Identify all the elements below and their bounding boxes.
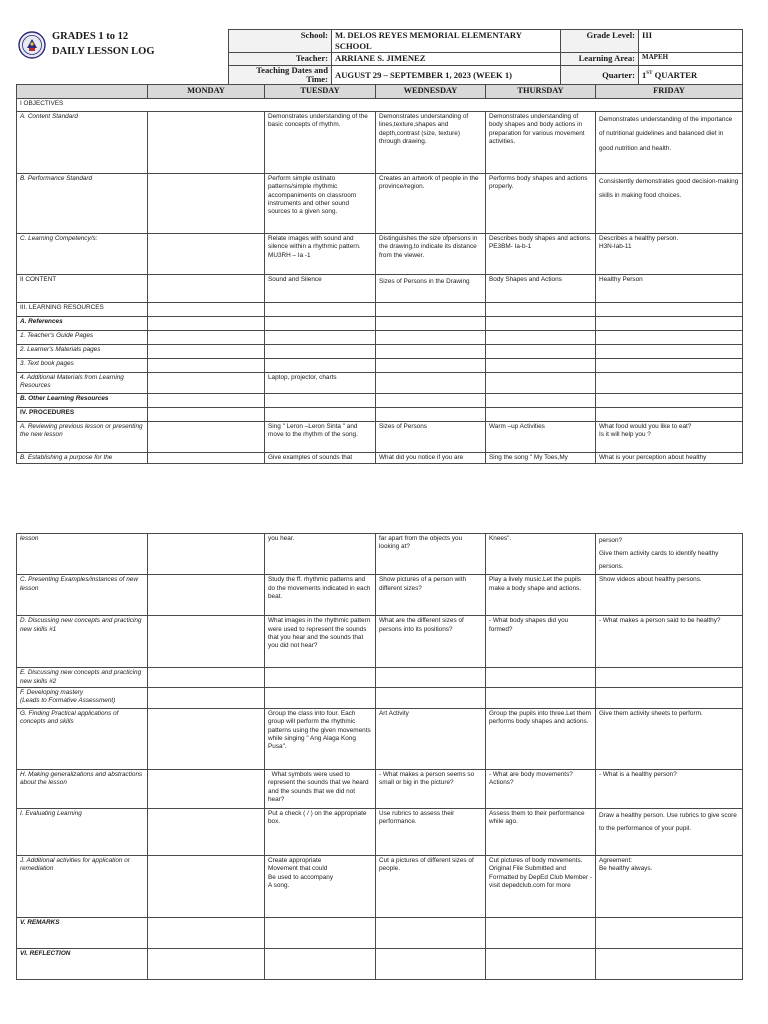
competency-tuesday-text: Relate images with sound and silence within a rhythmic pattern. bbox=[268, 234, 361, 251]
additional-activities-monday bbox=[148, 856, 265, 918]
row-label-teachers-guide: 1. Teacher's Guide Pages bbox=[17, 330, 148, 344]
practical-thursday: Group the pupils into three.Let them performs body shapes and actions. bbox=[486, 709, 596, 770]
teacher-label: Teacher: bbox=[229, 53, 332, 65]
content-friday: Healthy Person bbox=[596, 274, 743, 302]
performance-standard-monday bbox=[148, 173, 265, 233]
lesson-table-page2 bbox=[16, 533, 743, 980]
reviewing-monday bbox=[148, 421, 265, 452]
evaluating-monday bbox=[148, 809, 265, 856]
header-info-table bbox=[228, 29, 743, 87]
school-value: M. DELOS REYES MEMORIAL ELEMENTARY SCHOOL bbox=[332, 30, 561, 53]
row-label-additional-activities: J. Additional activities for application or remediation bbox=[17, 856, 148, 918]
row-label-content-standard: A. Content Standard bbox=[17, 111, 148, 173]
row-label-evaluating: I. Evaluating Learning bbox=[17, 809, 148, 856]
grade-level-value: III bbox=[639, 30, 743, 53]
presenting-wednesday: Show pictures of a person with different sizes? bbox=[376, 575, 486, 616]
evaluating-friday: Draw a healthy person. Use rubrics to give score to the performance of your pupil. bbox=[596, 809, 743, 856]
evaluating-thursday: Assess them to their performance while ago. bbox=[486, 809, 596, 856]
additional-activities-tuesday-line2: Movement that could bbox=[268, 865, 328, 873]
row-label-procedures: IV. PROCEDURES bbox=[17, 407, 148, 421]
reviewing-wednesday: Sizes of Persons bbox=[376, 421, 486, 452]
additional-activities-wednesday: Cut a pictures of different sizes of people. bbox=[376, 856, 486, 918]
quarter-suffix: ST bbox=[646, 71, 653, 77]
quarter-label: Quarter: bbox=[561, 65, 639, 86]
quarter-value bbox=[639, 65, 743, 86]
lesson-table-page1 bbox=[16, 84, 743, 464]
content-wednesday: Sizes of Persons in the Drawing bbox=[376, 274, 486, 302]
additional-activities-friday bbox=[596, 856, 743, 918]
row-label-practical: G. Finding Practical applications of concepts and skills bbox=[17, 709, 148, 770]
form-title-line2: DAILY LESSON LOG bbox=[52, 46, 155, 57]
dates-label bbox=[229, 65, 332, 86]
evaluating-wednesday: Use rubrics to assess their performance. bbox=[376, 809, 486, 856]
dates-value: AUGUST 29 – SEPTEMBER 1, 2023 (WEEK 1) bbox=[332, 65, 561, 86]
additional-activities-tuesday-line1: Create appropriate bbox=[268, 857, 322, 865]
purpose-friday: What is your perception about healthy bbox=[596, 452, 743, 463]
performance-standard-thursday: Performs body shapes and actions properly. bbox=[486, 173, 596, 233]
row-label-discussing-1: D. Discussing new concepts and practicing new skills #1 bbox=[17, 616, 148, 668]
reviewing-thursday: Warm –up Activities bbox=[486, 421, 596, 452]
generalizations-wednesday: - What makes a person seems so small or big in the picture? bbox=[376, 770, 486, 809]
purpose-cont-friday-line1: person? bbox=[599, 537, 623, 544]
content-thursday: Body Shapes and Actions bbox=[486, 274, 596, 302]
practical-wednesday: Art Activity bbox=[376, 709, 486, 770]
discussing-1-tuesday: What images in the rhythmic pattern were used to represent the sounds that you hear and the sounds that you did not hear? bbox=[265, 616, 376, 668]
presenting-thursday: Play a lively music.Let the pupils make a body shape and actions. bbox=[486, 575, 596, 616]
deped-seal-icon bbox=[18, 31, 46, 59]
purpose-thursday: Sing the song " My Toes,My bbox=[486, 452, 596, 463]
practical-friday: Give them activity sheets to perform. bbox=[596, 709, 743, 770]
content-standard-friday: Demonstrates understanding of the importance of nutritional guidelines and balanced diet in good nutrition and health. bbox=[596, 111, 743, 173]
competency-tuesday-code: MU3RH – Ia -1 bbox=[268, 251, 311, 259]
discussing-1-wednesday: What are the different sizes of persons into its positions? bbox=[376, 616, 486, 668]
day-header-tuesday: TUESDAY bbox=[265, 85, 376, 99]
row-label-mastery bbox=[17, 688, 148, 709]
competency-thursday-text: Describes body shapes and actions. bbox=[489, 234, 592, 242]
competency-friday bbox=[596, 233, 743, 274]
mastery-label-line2: (Leads to Formative Assessment) bbox=[20, 697, 116, 705]
presenting-friday: Show videos about healthy persons. bbox=[596, 575, 743, 616]
content-tuesday: Sound and Silence bbox=[265, 274, 376, 302]
row-label-textbook: 3. Text book pages bbox=[17, 358, 148, 372]
additional-activities-friday-line2: Be healthy always. bbox=[599, 865, 653, 873]
competency-tuesday bbox=[265, 233, 376, 274]
purpose-cont-monday bbox=[148, 534, 265, 575]
row-label-remarks: V. REMARKS bbox=[17, 918, 148, 949]
presenting-monday bbox=[148, 575, 265, 616]
generalizations-thursday: - What are body movements? Actions? bbox=[486, 770, 596, 809]
generalizations-monday bbox=[148, 770, 265, 809]
row-label-other-resources: B. Other Learning Resources bbox=[17, 393, 148, 407]
discussing-1-thursday: - What body shapes did you formed? bbox=[486, 616, 596, 668]
row-label-references: A. References bbox=[17, 316, 148, 330]
day-header-thursday: THURSDAY bbox=[486, 85, 596, 99]
quarter-number: 1 bbox=[642, 69, 647, 80]
competency-wednesday: Distinguishes the size ofpersons in the drawing,to indicate its distance from the viewer. bbox=[376, 233, 486, 274]
day-header-friday: FRIDAY bbox=[596, 85, 743, 99]
row-label-presenting: C. Presenting Examples/instances of new lesson bbox=[17, 575, 148, 616]
content-standard-monday bbox=[148, 111, 265, 173]
row-label-learners-materials: 2. Learner's Materials pages bbox=[17, 344, 148, 358]
content-standard-thursday: Demonstrates understanding of body shapes and body actions in preparation for various movement activities. bbox=[486, 111, 596, 173]
practical-monday bbox=[148, 709, 265, 770]
row-label-purpose: B. Establishing a purpose for the bbox=[17, 452, 148, 463]
row-label-discussing-2: E. Discussing new concepts and practicing new skills #2 bbox=[17, 668, 148, 688]
row-label-performance-standard: B. Performance Standard bbox=[17, 173, 148, 233]
learning-area-value: MAPEH bbox=[639, 53, 743, 65]
reviewing-tuesday: Sing " Leron –Leron Sinta " and move to the rhythm of the song. bbox=[265, 421, 376, 452]
reviewing-friday-line2: Is it will help you ? bbox=[599, 431, 651, 439]
purpose-tuesday: Give examples of sounds that bbox=[265, 452, 376, 463]
additional-activities-thursday bbox=[486, 856, 596, 918]
purpose-wednesday: What did you notice if you are bbox=[376, 452, 486, 463]
row-label-generalizations: H. Making generalizations and abstractions about the lesson bbox=[17, 770, 148, 809]
purpose-cont-friday bbox=[596, 534, 743, 575]
corner-cell bbox=[17, 85, 148, 99]
form-title-line1: GRADES 1 to 12 bbox=[52, 31, 129, 42]
content-monday bbox=[148, 274, 265, 302]
learning-area-label: Learning Area: bbox=[561, 53, 639, 65]
competency-friday-text: Describes a healthy person. bbox=[599, 234, 679, 242]
row-label-additional-materials: 4. Additional Materials from Learning Resources bbox=[17, 372, 148, 393]
row-label-content: II CONTENT bbox=[17, 274, 148, 302]
mastery-label-line1: F. Developing mastery bbox=[20, 689, 84, 697]
row-label-learning-resources: III. LEARNING RESOURCES bbox=[17, 302, 148, 316]
school-label: School: bbox=[229, 30, 332, 53]
section-objectives: I OBJECTIVES bbox=[17, 98, 743, 111]
purpose-cont-friday-line2: Give them activity cards to identify healthy persons. bbox=[599, 549, 719, 570]
additional-activities-thursday-line1: Cut pictures of body movements. bbox=[489, 857, 583, 865]
day-header-monday: MONDAY bbox=[148, 85, 265, 99]
additional-activities-thursday-credit: Original File Submitted and Formatted by DepEd Club Member - visit depedclub.com for more bbox=[489, 865, 592, 890]
presenting-tuesday: Study the ff. rhythmic patterns and do the movements indicated in each beat. bbox=[265, 575, 376, 616]
content-standard-tuesday: Demonstrates understanding of the basic concepts of rhythm. bbox=[265, 111, 376, 173]
competency-thursday-code: PE3BM- Ia-b-1 bbox=[489, 243, 532, 251]
purpose-monday bbox=[148, 452, 265, 463]
performance-standard-tuesday: Perform simple ostinato patterns/simple rhythmic accompaniments on classroom instruments and other sound sources to a given song. bbox=[265, 173, 376, 233]
additional-activities-tuesday-line4: A song. bbox=[268, 882, 290, 890]
competency-friday-code: H3N-Iab-11 bbox=[599, 243, 632, 251]
dates-label-line2: Time: bbox=[306, 74, 328, 85]
evaluating-tuesday: Put a check ( / ) on the appropriate box. bbox=[265, 809, 376, 856]
additional-activities-friday-line1: Agreement: bbox=[599, 857, 633, 865]
dates-label-line1: Teaching Dates and bbox=[256, 65, 328, 75]
generalizations-friday: - What is a healthy person? bbox=[596, 770, 743, 809]
row-label-reflection: VI. REFLECTION bbox=[17, 949, 148, 980]
purpose-cont-tuesday: you hear. bbox=[265, 534, 376, 575]
additional-activities-tuesday bbox=[265, 856, 376, 918]
purpose-cont-thursday: Knees". bbox=[486, 534, 596, 575]
competency-thursday bbox=[486, 233, 596, 274]
grade-level-label: Grade Level: bbox=[561, 30, 639, 53]
reviewing-friday-line1: What food would you like to eat? bbox=[599, 422, 692, 430]
performance-standard-friday: Consistently demonstrates good decision-making skills in making food choices. bbox=[596, 173, 743, 233]
teacher-value: ARRIANE S. JIMENEZ bbox=[332, 53, 561, 65]
row-label-competency: C. Learning Competency/s: bbox=[17, 233, 148, 274]
reviewing-friday bbox=[596, 421, 743, 452]
day-header-wednesday: WEDNESDAY bbox=[376, 85, 486, 99]
quarter-word: QUARTER bbox=[652, 69, 698, 80]
generalizations-tuesday: What symbols were used to represent the sounds that we heard and the sounds that we did not hear? bbox=[265, 770, 376, 809]
competency-monday bbox=[148, 233, 265, 274]
row-label-reviewing: A. Reviewing previous lesson or presenting the new lesson bbox=[17, 421, 148, 452]
purpose-cont-wednesday: far apart from the objects you looking at? bbox=[376, 534, 486, 575]
discussing-1-friday: - What makes a person said to be healthy? bbox=[596, 616, 743, 668]
additional-materials-tuesday: Laptop, projector, charts bbox=[265, 372, 376, 393]
performance-standard-wednesday: Creates an artwork of people in the province/region. bbox=[376, 173, 486, 233]
additional-activities-tuesday-line3: Be used to accompany bbox=[268, 873, 334, 881]
discussing-1-monday bbox=[148, 616, 265, 668]
practical-tuesday: Group the class into four. Each group will perform the rhythmic patterns using the given movements while singing " Ang Alaga Kong Pusa". bbox=[265, 709, 376, 770]
content-standard-wednesday: Demonstrates understanding of lines,texture,shapes and depth,contrast (size, texture) through drawing. bbox=[376, 111, 486, 173]
row-label-purpose-cont: lesson bbox=[17, 534, 148, 575]
